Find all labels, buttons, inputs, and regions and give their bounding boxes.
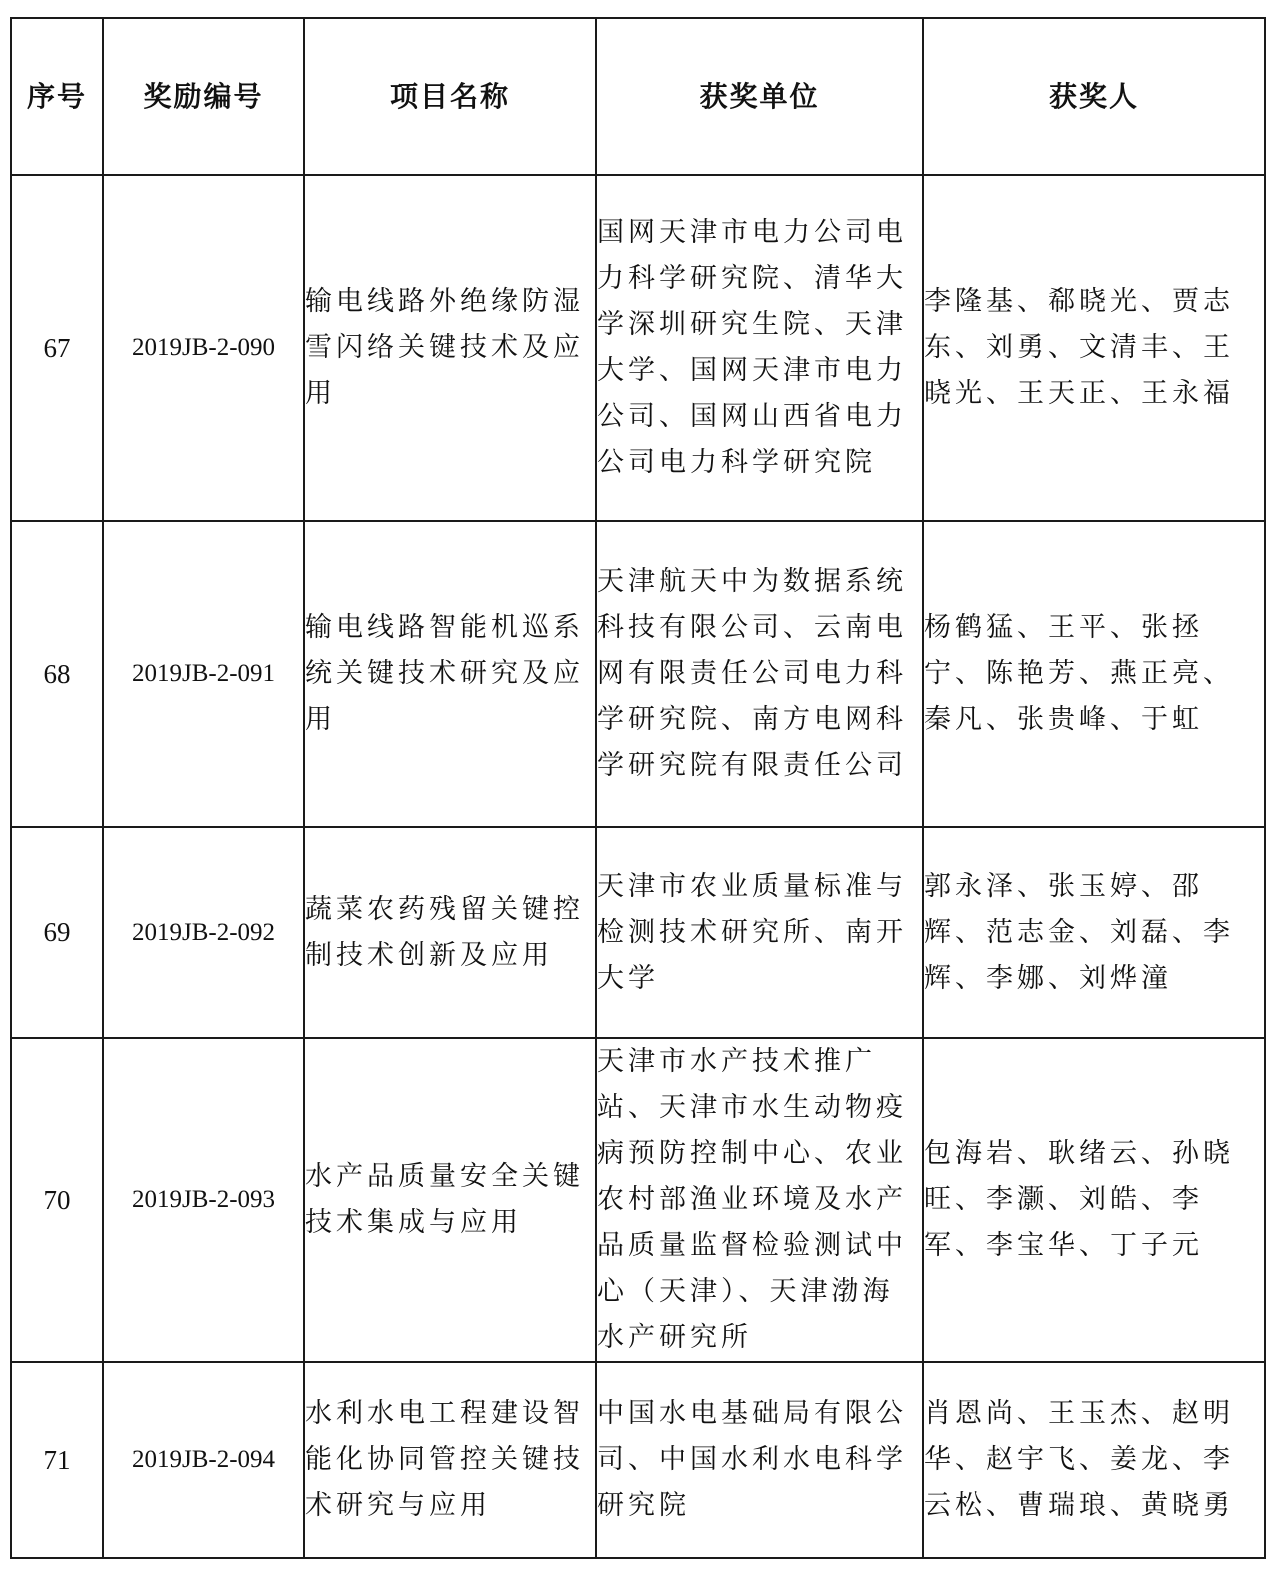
row-code: 2019JB-2-090: [103, 175, 304, 521]
row-unit: [596, 521, 923, 827]
row-project: [304, 175, 596, 521]
project-text: 输电线路外绝缘防湿雪闪络关键技术及应用: [305, 286, 584, 409]
unit-text: 天津航天中为数据系统科技有限公司、云南电网有限责任公司电力科学研究院、南方电网科学研究院有限责任公司: [597, 566, 907, 781]
row-person: [923, 1362, 1265, 1558]
project-text: 水产品质量安全关键技术集成与应用: [305, 1161, 584, 1238]
project-text: 水利水电工程建设智能化协同管控关键技术研究与应用: [305, 1398, 584, 1521]
project-text: 蔬菜农药残留关键控制技术创新及应用: [305, 893, 584, 971]
project-text: 输电线路智能机巡系统关键技术研究及应用: [305, 612, 584, 735]
unit-text: 中国水电基础局有限公司、中国水利水电科学研究院: [597, 1398, 907, 1521]
person-text: 杨鹤猛、王平、张拯宁、陈艳芳、燕正亮、秦凡、张贵峰、于虹: [924, 612, 1234, 735]
row-seq: 70: [11, 1038, 103, 1362]
unit-text: 天津市农业质量标准与检测技术研究所、南开大学: [597, 870, 907, 994]
row-code: 2019JB-2-092: [103, 827, 304, 1038]
table-row: [11, 827, 1265, 1038]
row-code: 2019JB-2-093: [103, 1038, 304, 1362]
person-text: 郭永泽、张玉婷、邵辉、范志金、刘磊、李辉、李娜、刘烨潼: [924, 870, 1234, 994]
person-text: 肖恩尚、王玉杰、赵明华、赵宇飞、姜龙、李云松、曹瑞琅、黄晓勇: [924, 1398, 1234, 1521]
row-seq: 67: [11, 175, 103, 521]
row-person: [923, 521, 1265, 827]
row-person: [923, 175, 1265, 521]
unit-text: 天津市水产技术推广站、天津市水生动物疫病预防控制中心、农业农村部渔业环境及水产品质量监督检验测试中心（天津）、天津渤海水产研究所: [597, 1046, 907, 1353]
row-person: [923, 1038, 1265, 1362]
row-code: 2019JB-2-094: [103, 1362, 304, 1558]
unit-text: 国网天津市电力公司电力科学研究院、清华大学深圳研究生院、天津大学、国网天津市电力公司、国网山西省电力公司电力科学研究院: [597, 217, 907, 478]
row-project: [304, 1038, 596, 1362]
header-code: 奖励编号: [103, 18, 304, 175]
header-person: 获奖人: [923, 18, 1265, 175]
person-text: 包海岩、耿绪云、孙晓旺、李灏、刘皓、李军、李宝华、丁子元: [924, 1138, 1234, 1261]
table-row: [11, 175, 1265, 521]
row-seq: 69: [11, 827, 103, 1038]
table-row: [11, 1362, 1265, 1558]
row-unit: [596, 175, 923, 521]
header-project: 项目名称: [304, 18, 596, 175]
row-unit: [596, 1038, 923, 1362]
table-row: [11, 521, 1265, 827]
row-code: 2019JB-2-091: [103, 521, 304, 827]
row-project: [304, 521, 596, 827]
awards-table: [10, 17, 1266, 1559]
row-project: [304, 827, 596, 1038]
person-text: 李隆基、郗晓光、贾志东、刘勇、文清丰、王晓光、王天正、王永福: [924, 286, 1234, 409]
header-unit: 获奖单位: [596, 18, 923, 175]
table-row: [11, 1038, 1265, 1362]
row-person: [923, 827, 1265, 1038]
row-seq: 71: [11, 1362, 103, 1558]
row-unit: [596, 827, 923, 1038]
row-project: [304, 1362, 596, 1558]
header-seq: 序号: [11, 18, 103, 175]
row-unit: [596, 1362, 923, 1558]
table-header-row: [11, 18, 1265, 175]
row-seq: 68: [11, 521, 103, 827]
